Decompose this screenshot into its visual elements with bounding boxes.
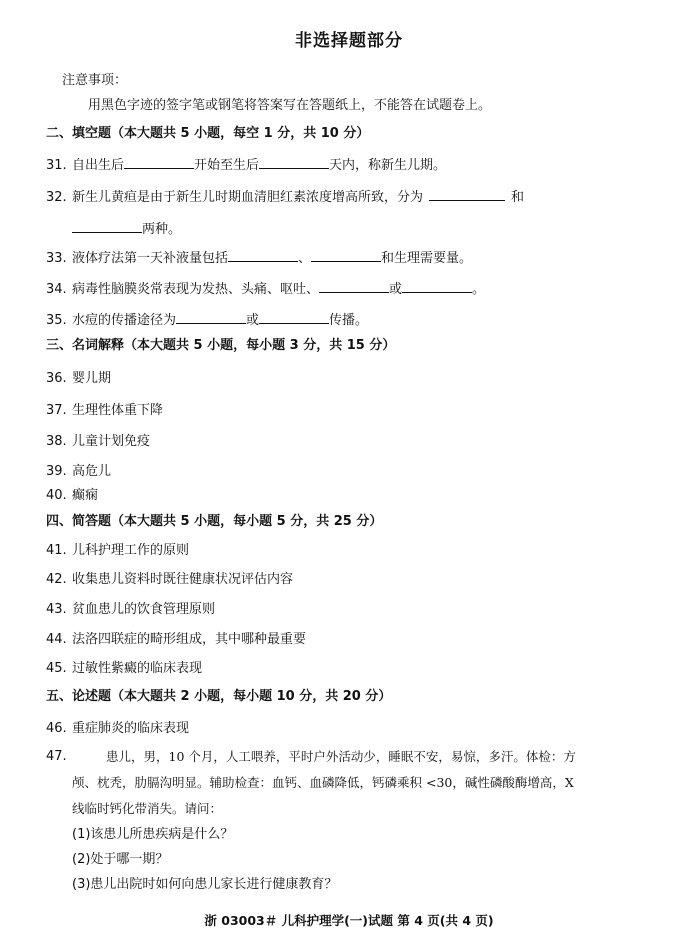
question-47-number: 47. [46,749,67,764]
answer-blank [124,155,194,169]
question-31: 31. 自出生后 开始至生后 天内，称新生儿期。 [46,155,446,175]
sub-question-3: (3)患儿出院时如何向患儿家长进行健康教育？ [72,877,338,892]
answer-blank [72,219,142,233]
question-37: 37. 生理性体重下降 [46,403,164,418]
question-45: 45. 过敏性紫癜的临床表现 [46,661,203,676]
question-39: 39. 高危儿 [46,464,112,479]
answer-blank [319,279,389,293]
question-35: 35. 水痘的传播途径为 或 传播。 [46,310,368,330]
question-number: 35. [46,313,67,328]
section-fill-heading: 二、填空题（本大题共 5 小题，每空 1 分，共 10 分） [46,126,370,141]
answer-blank [259,155,329,169]
question-33: 33. 液体疗法第一天补液量包括 、 和生理需要量。 [46,248,472,268]
question-number: 33. [46,251,67,266]
question-32: 32. 新生儿黄疸是由于新生儿时期血清胆红素浓度增高所致，分为 和 [46,187,524,207]
case-line-3: 线临时钙化带消失。请问： [72,801,223,816]
question-38: 38. 儿童计划免疫 [46,434,151,449]
sub-question-1: (1)该患儿所患疾病是什么？ [72,827,234,842]
notice-text: 用黑色字迹的签字笔或钢笔将答案写在答题纸上，不能答在试题卷上。 [88,98,492,113]
section-essay-heading: 五、论述题（本大题共 2 小题，每小题 10 分，共 20 分） [46,689,392,704]
section-short-heading: 四、简答题（本大题共 5 小题，每小题 5 分，共 25 分） [46,514,383,529]
case-line-2: 颅、枕秃，肋膈沟明显。辅助检查：血钙、血磷降低，钙磷乘积 <30，碱性磷酸酶增高，X [72,775,574,790]
question-42: 42. 收集患儿资料时既往健康状况评估内容 [46,572,294,587]
question-40: 40. 癫痫 [46,488,99,503]
sub-question-2: (2)处于哪一期？ [72,852,169,867]
question-44: 44. 法洛四联症的畸形组成，其中哪种最重要 [46,632,307,647]
answer-blank [402,279,472,293]
answer-blank [228,248,298,262]
answer-blank [429,187,505,201]
question-number: 32. [46,190,67,205]
answer-blank [311,248,381,262]
answer-blank [259,310,329,324]
question-46: 46. 重症肺炎的临床表现 [46,721,190,736]
page-title: 非选择题部分 [295,31,403,51]
question-34: 34. 病毒性脑膜炎常表现为发热、头痛、呕吐、 或 。 [46,279,485,299]
question-number: 34. [46,282,67,297]
question-number: 31. [46,158,67,173]
question-43: 43. 贫血患儿的饮食管理原则 [46,602,216,617]
notice-heading: 注意事项： [62,73,128,88]
question-32-continued: 两种。 [72,219,181,239]
section-terms-heading: 三、名词解释（本大题共 5 小题，每小题 3 分，共 15 分） [46,338,396,353]
question-41: 41. 儿科护理工作的原则 [46,543,190,558]
answer-blank [176,310,246,324]
page-footer: 浙 03003＃ 儿科护理学(一)试题 第 4 页(共 4 页) [204,913,494,928]
question-36: 36. 婴儿期 [46,371,112,386]
case-line-1: 患儿，男，10 个月，人工喂养，平时户外活动少，睡眠不安，易惊，多汗。体检：方 [106,749,576,764]
